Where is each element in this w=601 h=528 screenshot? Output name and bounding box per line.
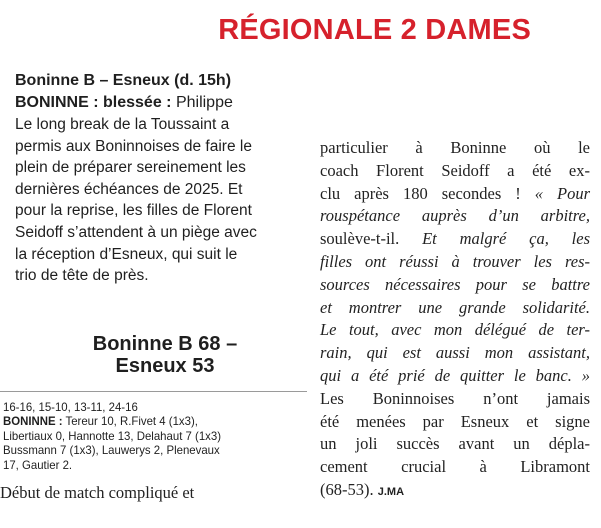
report-text: soulève-t-il.: [320, 229, 423, 249]
report-quote-line: rain, qui est aussi mon assistant,: [320, 343, 590, 363]
match-header: Boninne B – Esneux (d. 15h): [15, 72, 232, 89]
report-quote-line: Le tout, avec mon délégué de ter-: [320, 320, 590, 340]
author-signature: J.MA: [377, 485, 405, 498]
divider: [0, 391, 307, 392]
players-line: [3, 414, 292, 429]
preview-text: [15, 114, 307, 287]
report-line: coach Florent Seidoff a été ex-: [320, 160, 590, 180]
preview-line: Seidoff s’attendent à un piège avec: [15, 223, 257, 241]
report-quote-line: rouspétance auprès d’un arbitre,: [320, 206, 590, 226]
report-line: Début de match compliqué et: [0, 483, 195, 503]
report-line: [320, 479, 590, 504]
report-line: un joli succès avant un dépla-: [320, 434, 590, 454]
report-line: été menées par Esneux et signe: [320, 411, 590, 431]
report-quote: Et malgré ça, les: [422, 229, 590, 249]
final-score-line-2: Esneux 53: [115, 354, 215, 377]
preview-line: pour la reprise, les filles de Florent: [15, 202, 252, 220]
quote-open: « Pour: [534, 183, 591, 203]
box-score: [3, 400, 292, 473]
final-score-line-1: Boninne B 68 –: [92, 332, 238, 355]
article-left-column: [0, 70, 307, 505]
preview-line: dernières échéances de 2025. Et: [15, 180, 243, 198]
report-text: clu après 180 secondes !: [320, 183, 535, 203]
report-line: [320, 183, 590, 206]
injury-name: Philippe: [175, 94, 233, 111]
preview-line: plein de préparer sereinement les: [15, 159, 246, 177]
preview-line: Le long break de la Toussaint a: [15, 116, 230, 133]
report-line: Les Boninnoises n’ont jamais: [320, 388, 590, 408]
report-line: particulier à Boninne où le: [320, 138, 590, 157]
preview-line: trio de tête de près.: [15, 267, 149, 285]
players-line: 17, Gautier 2.: [3, 457, 73, 472]
quarter-scores: 16-16, 15-10, 13-11, 24-16: [3, 399, 138, 414]
preview-line: permis aux Boninnoises de faire le: [15, 137, 252, 155]
report-quote-line: et montrer une grande solidarité.: [320, 297, 590, 317]
players-text: Tereur 10, R.Fivet 4 (1x3),: [62, 414, 198, 429]
report-quote-line: sources nécessaires pour se battre: [320, 274, 590, 294]
section-title: RÉGIONALE 2 DAMES: [218, 14, 531, 46]
report-opener: [0, 482, 307, 505]
article-right-column: [320, 137, 590, 504]
report-line: [320, 228, 590, 251]
final-score-heading: [15, 333, 307, 377]
report-text: (68-53).: [320, 479, 378, 499]
report-quote-line: qui a été prié de quitter le banc. »: [320, 365, 590, 385]
injury-line: [15, 92, 307, 114]
preview-line: la réception d’Esneux, qui suit le: [15, 245, 238, 263]
injury-label: BONINNE : blessée :: [15, 94, 172, 111]
report-line: cement crucial à Libramont: [320, 457, 590, 477]
report-quote-line: filles ont réussi à trouver les res-: [320, 251, 590, 271]
players-line: Libertiaux 0, Hannotte 13, Delahaut 7 (1x3): [3, 428, 222, 443]
players-line: Bussmann 7 (1x3), Lauwerys 2, Plenevaux: [3, 443, 220, 458]
team-label: BONINNE :: [3, 414, 63, 429]
